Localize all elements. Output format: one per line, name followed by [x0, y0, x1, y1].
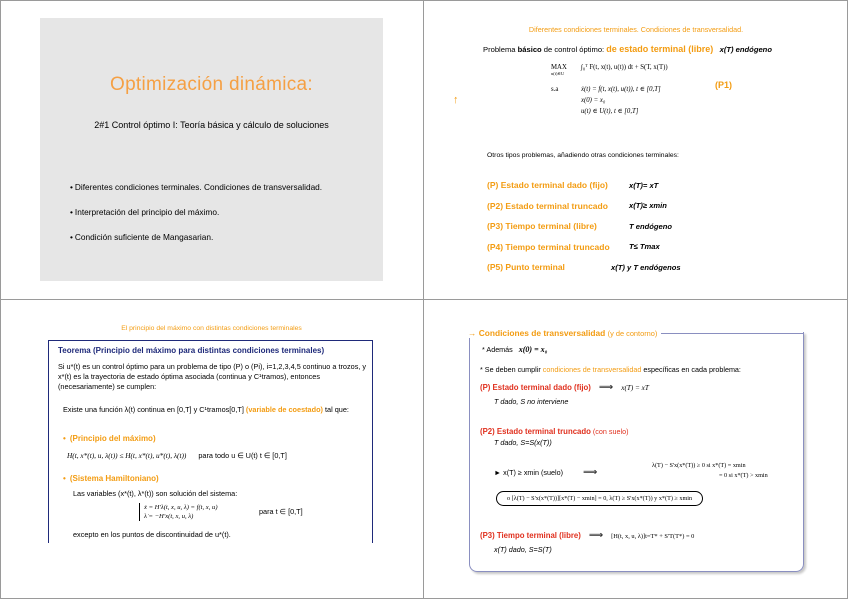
- p2-label: (P2) Estado terminal truncado (con suelo): [480, 427, 629, 436]
- slide-header: El principio del máximo con distintas condiciones terminales: [121, 325, 302, 332]
- problem-types-list: [487, 175, 681, 278]
- implies-arrow-icon: ⟹: [598, 382, 614, 393]
- costate-label: (variable de coestado): [245, 405, 323, 414]
- problem-formulation: [551, 62, 668, 117]
- problem-bold: básico: [517, 45, 542, 54]
- variables-text: Las variables (x*(t), λ*(t)) son solución del sistema:: [73, 489, 238, 498]
- costate-eq: λ̇ = −H'x(t, x, u, λ): [144, 513, 194, 520]
- slide-header: Diferentes condiciones terminales. Condiciones de transversalidad.: [528, 25, 744, 34]
- title-slide-box: [40, 18, 383, 281]
- p-fixed-note: T dado, S no interviene: [494, 397, 569, 406]
- p2-complementary: o [λ(T) − S'x(x*(T))][x*(T) − xmin] = 0, λ(T) ≥ S'x(x*(T)) y x*(T) ≥ xmin: [496, 495, 703, 502]
- state-eq: ẋ = H'λ(t, x, u, λ) = f(t, x, u): [144, 504, 218, 511]
- theorem-title: Teorema (Principio del máximo para distintas condiciones terminales): [58, 346, 325, 355]
- topic-item: • Diferentes condiciones terminales. Condiciones de transversalidad.: [70, 182, 322, 192]
- p2-note: T dado, S=S(x(T)): [494, 438, 552, 447]
- implies-arrow-icon: ⟹: [588, 530, 604, 541]
- initial-condition: * Además x(0) = x₀: [482, 345, 548, 354]
- theorem-box: [48, 340, 373, 543]
- problem-type-row: (P) Estado terminal dado (fijo) x(T)= xT: [487, 180, 659, 191]
- p2-conditions: λ(T) − S'x(x*(T)) ≥ 0 si x*(T) = xmin = 0 si x*(T) > xmin: [652, 462, 768, 479]
- exception-note: excepto en los puntos de discontinuidad de u*(t).: [73, 530, 231, 539]
- topic-list: [70, 182, 322, 257]
- topic-item: • Condición suficiente de Mangasarian.: [70, 232, 322, 242]
- up-arrow-icon: ↑: [453, 94, 459, 106]
- p2-case: ► x(T) ≥ xmin (suelo) ⟹: [494, 467, 598, 478]
- problem-statement: [483, 44, 772, 54]
- time-domain: para t ∈ [0,T]: [259, 507, 303, 516]
- problem-type-row: (P4) Tiempo terminal truncado T≤ Tmax: [487, 241, 660, 252]
- problem-suffix: x(T) endógeno: [719, 45, 772, 54]
- initial-condition: x(0) = x₀: [581, 97, 606, 104]
- topic-item: • Interpretación del principio del máximo.: [70, 207, 322, 217]
- objective-functional: ∫₀ᵀ F(t, x(t), u(t)) dt + S(T, x(T)): [581, 64, 668, 71]
- p-fixed-row: (P) Estado terminal dado (fijo) ⟹ x(T) = xT: [480, 382, 649, 393]
- slide-title: → Condiciones de transversalidad (y de contorno): [468, 328, 661, 338]
- maximum-principle-equation: H(t, x*(t), u, λ(t)) ≤ H(t, x*(t), u*(t), λ(t)) para todo u ∈ U(t) t ∈ [0,T]: [67, 451, 287, 460]
- problem-type-row: (P5) Punto terminal x(T) y T endógenos: [487, 262, 681, 273]
- other-problems-intro: Otros tipos problemas, añadiendo otras condiciones terminales:: [487, 152, 679, 159]
- subject-to: s.a: [551, 86, 559, 93]
- control-constraint: u(t) ∈ U(t), t ∈ [0,T]: [581, 108, 639, 115]
- hamiltonian-system: [139, 503, 218, 521]
- slide-subtitle: 2#1 Control óptimo I: Teoría básica y cálculo de soluciones: [94, 120, 329, 130]
- problem-type-row: (P3) Tiempo terminal (libre) T endógeno: [487, 221, 673, 232]
- slide-4: [424, 300, 848, 599]
- problem-type-row: (P2) Estado terminal truncado x(T)≥ xmin: [487, 200, 667, 211]
- problem-type: de estado terminal (libre): [606, 44, 714, 54]
- theorem-statement: Si u*(t) es un control óptimo para un problema de tipo (P) o (Pi), i=1,2,3,4,5 continuo a trozos, y x*(t) es la trayectoria de estado óptima asociada (continua y C¹tramos), entonces (necesariamente) se cumplen:: [58, 362, 367, 391]
- maximum-principle-label: • (Principio del máximo): [63, 434, 156, 443]
- costate-existence: Existe una función λ(t) continua en [0,T] y C¹tramos[0,T] (variable de coestado) tal que:: [63, 405, 349, 414]
- implies-arrow-icon: ⟹: [582, 467, 598, 478]
- slide-title: Optimización dinámica:: [109, 74, 313, 95]
- problem-mid: de control óptimo:: [541, 45, 607, 54]
- slide-3: [0, 300, 423, 599]
- p3-note: x(T) dado, S=S(T): [494, 545, 552, 554]
- state-equation: ẋ(t) = f(t, x(t), u(t)), t ∈ [0,T]: [581, 86, 661, 93]
- slide-1: [0, 0, 423, 299]
- slide-2: [424, 0, 848, 299]
- problem-label-p1: (P1): [715, 80, 733, 90]
- max-operator: MAX $^{u(t)\in U}$: [551, 64, 567, 76]
- transversality-intro: * Se deben cumplir condiciones de transversalidad específicas en cada problema:: [480, 365, 741, 374]
- problem-prefix: Problema: [483, 45, 518, 54]
- hamiltonian-system-label: • (Sistema Hamiltoniano): [63, 474, 159, 483]
- p3-row: (P3) Tiempo terminal (libre) ⟹ [H(t, x, u, λ)]t=T* + S'T(T*) = 0: [480, 530, 695, 541]
